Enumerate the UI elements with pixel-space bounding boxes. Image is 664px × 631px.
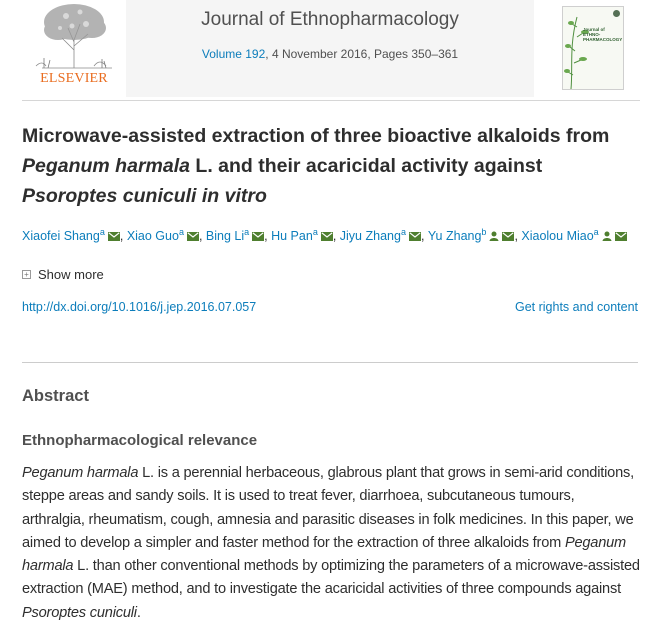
author-item bbox=[22, 229, 127, 243]
mail-icon[interactable] bbox=[108, 226, 120, 249]
cover-title: Journal of ETHNO-PHARMACOLOGY bbox=[583, 27, 623, 42]
issue-details: , 4 November 2016, Pages 350–361 bbox=[265, 47, 459, 61]
affiliation-marker[interactable]: a bbox=[400, 227, 406, 237]
abstract-subheading: Ethnopharmacological relevance bbox=[22, 432, 258, 449]
mail-icon[interactable] bbox=[187, 226, 199, 249]
title-line-1: Microwave-assisted extraction of three bioactive alkaloids from bbox=[22, 125, 610, 147]
elsevier-tree-icon bbox=[22, 0, 126, 70]
affiliation-marker[interactable]: b bbox=[481, 227, 487, 237]
author-separator: , bbox=[514, 229, 522, 243]
elsevier-logo[interactable] bbox=[22, 0, 126, 97]
mail-icon[interactable] bbox=[502, 226, 514, 249]
journal-info bbox=[126, 0, 534, 97]
doi-link[interactable]: http://dx.doi.org/10.1016/j.jep.2016.07.057 bbox=[22, 300, 257, 314]
author-name-link[interactable]: Xiaofei Shang$^a$ bbox=[22, 227, 105, 243]
elsevier-wordmark: ELSEVIER bbox=[40, 71, 108, 86]
show-more-toggle[interactable] bbox=[22, 267, 104, 282]
author-name-link[interactable]: Hu Pan$^a$ bbox=[271, 227, 318, 243]
journal-header bbox=[22, 0, 640, 101]
title-species-2: Psoroptes cuniculi in vitro bbox=[22, 185, 267, 207]
author-name-link[interactable]: Xiao Guo$^a$ bbox=[126, 227, 184, 243]
author-name-link[interactable]: Jiyu Zhang$^a$ bbox=[339, 227, 406, 243]
author-item bbox=[340, 229, 428, 243]
abstract-text-1: L. is a perennial herbaceous, glabrous plant that grows in semi-arid conditions, steppe areas and sandy soils. It is used to treat fever, diarrhoea, subcutaneous tumours, arthralgia, rheumatism, cough, amnesia and parasitic diseases in folk medicines. In this paper, we aimed to develop a simpler and faster method for the extraction of three alkaloids from bbox=[22, 465, 634, 551]
abstract-species-2: Peganum harmala bbox=[22, 534, 627, 575]
affiliation-marker[interactable]: a bbox=[593, 227, 599, 237]
show-more-label: Show more bbox=[38, 267, 104, 282]
mail-icon[interactable] bbox=[615, 226, 627, 249]
author-item bbox=[127, 229, 206, 243]
author-name-link[interactable]: Xiaolou Miao$^a$ bbox=[521, 227, 599, 243]
author-item bbox=[206, 229, 271, 243]
article-title bbox=[22, 121, 640, 211]
abstract-species-3: Psoroptes cuniculi bbox=[22, 604, 137, 621]
journal-title-link[interactable]: Journal of Ethnopharmacology bbox=[201, 9, 459, 30]
mail-icon[interactable] bbox=[321, 226, 333, 249]
abstract-text-2: L. than other conventional methods by optimizing the parameters of a microwave-assisted extraction (MAE) method, and to investigate the acaricidal activities of three compounds against bbox=[22, 558, 640, 598]
affiliation-marker[interactable]: a bbox=[244, 227, 250, 237]
issue-info bbox=[126, 47, 534, 61]
author-separator: , bbox=[198, 229, 206, 243]
author-separator: , bbox=[332, 229, 340, 243]
rights-link[interactable]: Get rights and content bbox=[515, 300, 638, 314]
mail-icon[interactable] bbox=[252, 226, 264, 249]
cover-plant-icon bbox=[563, 7, 624, 90]
author-name-link[interactable]: Bing Li$^a$ bbox=[205, 227, 250, 243]
author-separator: , bbox=[264, 229, 272, 243]
volume-link[interactable]: Volume 192 bbox=[201, 47, 266, 61]
plus-icon: + bbox=[22, 270, 31, 279]
author-separator: , bbox=[119, 229, 127, 243]
author-name-link[interactable]: Yu Zhang$^b$ bbox=[427, 227, 487, 243]
journal-cover[interactable] bbox=[562, 6, 624, 90]
person-icon[interactable] bbox=[602, 226, 612, 249]
abstract-paragraph bbox=[22, 462, 640, 625]
person-icon[interactable] bbox=[489, 226, 499, 249]
author-separator: , bbox=[420, 229, 428, 243]
author-item bbox=[521, 229, 626, 243]
affiliation-marker[interactable]: a bbox=[312, 227, 318, 237]
mail-icon[interactable] bbox=[409, 226, 421, 249]
cover-publisher-mark bbox=[613, 10, 620, 17]
section-divider bbox=[22, 362, 638, 363]
affiliation-marker[interactable]: a bbox=[178, 227, 184, 237]
abstract-heading: Abstract bbox=[22, 387, 89, 405]
author-list bbox=[22, 221, 642, 249]
author-item bbox=[428, 229, 521, 243]
affiliation-marker[interactable]: a bbox=[99, 227, 105, 237]
title-species-1: Peganum harmala bbox=[22, 155, 190, 177]
title-line-2: L. and their acaricidal activity against bbox=[189, 155, 543, 177]
author-item bbox=[271, 229, 340, 243]
abstract-text-3: . bbox=[136, 604, 141, 621]
abstract-species-1: Peganum harmala bbox=[22, 465, 139, 481]
